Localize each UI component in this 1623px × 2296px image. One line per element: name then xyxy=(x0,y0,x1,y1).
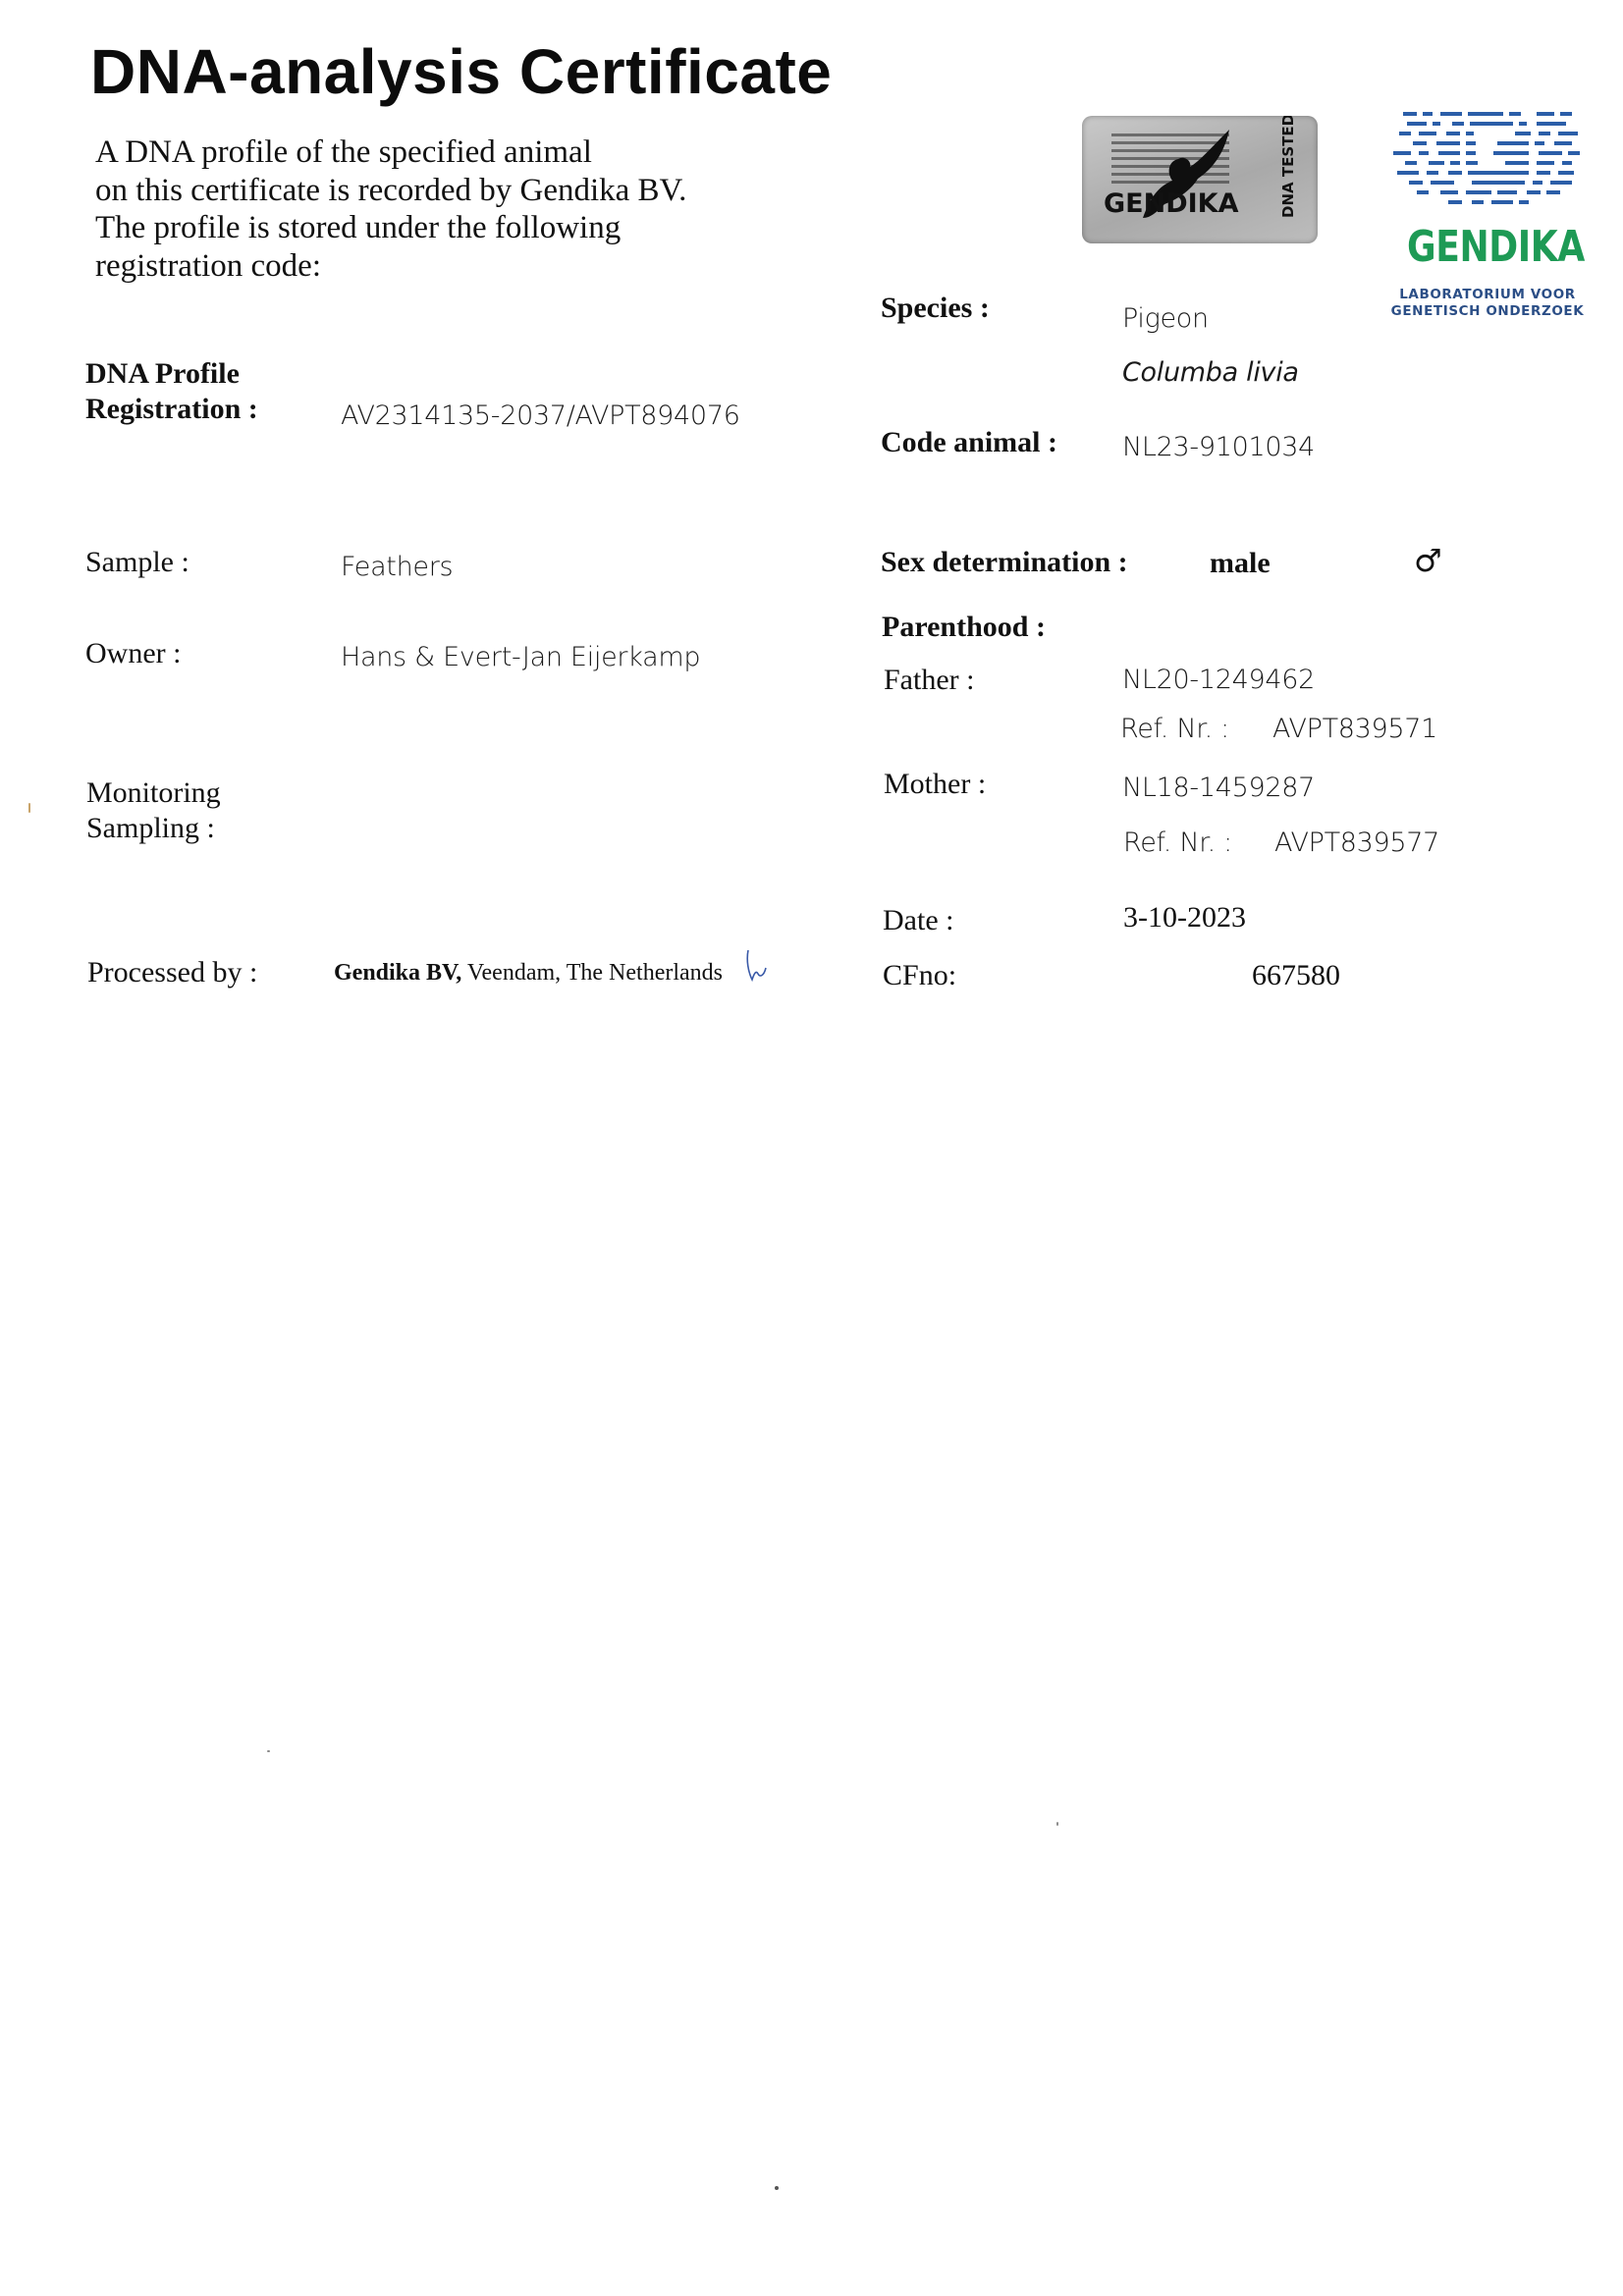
processed-by-value xyxy=(334,960,723,987)
gendika-pattern-icon xyxy=(1389,108,1586,216)
processor-location: Veendam, The Netherlands xyxy=(466,960,723,986)
intro-text xyxy=(95,133,783,285)
code-animal-label: Code animal : xyxy=(881,426,1057,458)
date-value: 3-10-2023 xyxy=(1123,901,1246,934)
owner-value: Hans & Evert-Jan Eijerkamp xyxy=(341,642,701,672)
sample-label: Sample : xyxy=(85,546,189,578)
mother-label: Mother : xyxy=(884,768,987,800)
gendika-logo xyxy=(1389,108,1586,334)
sample-value: Feathers xyxy=(341,552,454,582)
date-label: Date : xyxy=(883,904,954,936)
scan-speck xyxy=(267,1750,270,1752)
cfno-label: CFno: xyxy=(883,959,957,991)
parenthood-label: Parenthood : xyxy=(882,611,1046,643)
processed-by-label: Processed by : xyxy=(87,956,258,988)
father-ring-number: NL20-1249462 xyxy=(1122,665,1315,695)
intro-line: registration code: xyxy=(95,247,322,284)
intro-line: The profile is stored under the following xyxy=(95,210,622,245)
scan-speck xyxy=(28,803,30,813)
species-label: Species : xyxy=(881,292,990,324)
registration-code: AV2314135-2037/AVPT894076 xyxy=(341,400,740,431)
signature-mark xyxy=(744,948,770,984)
sex-value: male xyxy=(1210,547,1271,579)
logo-subtitle: LABORATORIUM VOOR GENETISCH ONDERZOEK xyxy=(1390,287,1585,319)
father-ref-label: Ref. Nr. : xyxy=(1120,714,1229,744)
dna-profile-label: DNA Profile xyxy=(85,357,240,390)
intro-line: on this certificate is recorded by Gendika BV. xyxy=(95,172,687,208)
dove-icon xyxy=(1082,116,1318,243)
dna-tested-seal xyxy=(1082,116,1318,243)
monitoring-label: Monitoring xyxy=(86,776,221,809)
mother-ref-value: AVPT839577 xyxy=(1274,828,1440,858)
code-animal-value: NL23-9101034 xyxy=(1122,432,1315,462)
species-latin-name: Columba livia xyxy=(1122,357,1299,388)
father-ref-value: AVPT839571 xyxy=(1272,714,1438,744)
logo-wordmark: GENDIKA xyxy=(1407,222,1585,272)
mother-ref-label: Ref. Nr. : xyxy=(1123,828,1232,858)
scan-speck xyxy=(775,2186,779,2190)
registration-label: Registration : xyxy=(85,393,258,425)
owner-label: Owner : xyxy=(85,637,182,669)
scan-speck xyxy=(1056,1822,1058,1826)
mother-ring-number: NL18-1459287 xyxy=(1122,773,1315,803)
processor-company: Gendika BV, xyxy=(334,960,462,986)
cfno-value: 667580 xyxy=(1252,959,1340,991)
svg-text:DNA TESTED: DNA TESTED xyxy=(1279,116,1297,218)
sampling-label: Sampling : xyxy=(86,812,215,844)
sex-determination-label: Sex determination : xyxy=(881,546,1128,578)
father-label: Father : xyxy=(884,664,975,696)
svg-text:GENDIKA: GENDIKA xyxy=(1104,188,1239,219)
certificate-title: DNA-analysis Certificate xyxy=(90,36,833,107)
male-symbol-icon: ♂ xyxy=(1414,542,1442,579)
species-value: Pigeon xyxy=(1122,303,1209,334)
intro-line: A DNA profile of the specified animal xyxy=(95,134,592,170)
